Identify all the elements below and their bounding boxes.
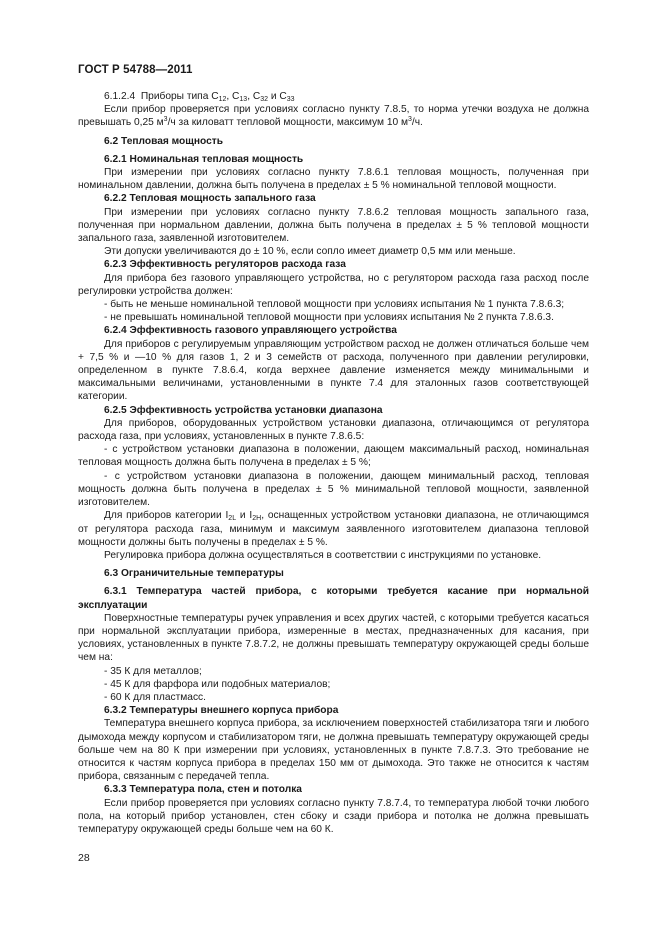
list-item: - 60 К для пластмасс. (104, 691, 206, 703)
superscript: 3 (408, 116, 412, 124)
clause-6-1-2-4-title (78, 90, 589, 103)
superscript: 3 (163, 116, 168, 124)
paragraph: Температура внешнего корпуса прибора, за исключением поверхностей стабилизатора тяги и любого дымохода между корпусом и стабилизатором тяги, не должна превышать температуру окружающей среды больше чем на 80 К при измерении при условиях, установленных в пункте 7.8.7.3. Это требование не относится к частям корпуса прибора в пределах 150 мм от дымохода. Это также не относится к частям прибора, связанным с передачей тепла. (78, 718, 589, 783)
subsection-heading-6-2-2: 6.2.2 Тепловая мощность запального газа (104, 193, 316, 205)
clause-number: 6.1.2.4 (104, 91, 136, 102)
text: Для приборов категории I (104, 510, 229, 522)
subsection-heading-6-2-5: 6.2.5 Эффективность устройства установки диапазона (104, 404, 383, 416)
subscript: 32 (260, 96, 269, 103)
subscript: 33 (286, 96, 295, 103)
text: и I (236, 510, 253, 522)
text: , оснащенных устройством установки диапазона, не отличающимся от регулятора расхода газа, минимум и максимум заявленного изготовителем диапазона тепловой мощности должны быть получены в пределах ± 5 %. (78, 510, 590, 548)
list-item: - 35 К для металлов; (104, 665, 202, 677)
paragraph (78, 509, 589, 549)
clause-title: Приборы типа С (140, 91, 219, 102)
subsection-heading-6-2-3: 6.2.3 Эффективность регуляторов расхода газа (104, 259, 346, 271)
separator: , С (226, 91, 240, 102)
subsection-heading-6-3-2: 6.3.2 Температуры внешнего корпуса прибора (104, 705, 339, 717)
document-header: ГОСТ Р 54788—2011 (78, 64, 193, 76)
separator: и С (268, 91, 287, 102)
paragraph: Эти допуски увеличиваются до ± 10 %, если сопло имеет диаметр 0,5 мм или меньше. (104, 246, 516, 258)
page-body (78, 90, 589, 836)
list-item: - 45 К для фарфора или подобных материалов; (104, 678, 331, 690)
list-item: - с устройством установки диапазона в положении, дающем максимальный расход, номинальная тепловая мощность должна быть получена в пределах ± 5 %; (78, 444, 589, 469)
text: Если прибор проверяется при условиях согласно пункту 7.8.5, то норма утечки воздуха не должна превышать 0,25 м (78, 104, 589, 129)
list-item: - с устройством установки диапазона в положении, дающем минимальный расход, тепловая мощность должна быть получена в пределах ± 5 % минимальной тепловой мощности, заявленной изготовителем. (78, 470, 589, 509)
section-heading-6-2: 6.2 Тепловая мощность (104, 135, 224, 147)
subsection-heading-6-2-1: 6.2.1 Номинальная тепловая мощность (104, 153, 304, 165)
subscript: 2H (252, 515, 262, 523)
paragraph: Регулировка прибора должна осуществляться в соответствии с инструкциями по установке. (104, 549, 542, 561)
text: /ч. (411, 117, 423, 129)
paragraph: Поверхностные температуры ручек управления и всех других частей, с которыми требуется касаться при нормальной эксплуатации прибора, измеренные в местах, предназначенных для касания, при условиях, установленных в пункте 7.8.7.2, не должны превышать температуру окружающей среды больше чем на: (78, 612, 589, 664)
subscript: 13 (239, 96, 248, 103)
subscript: 2L (228, 515, 237, 523)
paragraph (78, 103, 589, 129)
list-item: - не превышать номинальной тепловой мощности при условиях испытания № 2 пункта 7.8.6.3. (104, 312, 554, 324)
paragraph: Для прибора без газового управляющего устройства, но с регулятором расхода газа расход после регулировки устройства должен: (78, 272, 589, 297)
subsection-heading-6-2-4: 6.2.4 Эффективность газового управляющего устройства (104, 325, 397, 337)
separator: , С (247, 91, 261, 102)
paragraph: Если прибор проверяется при условиях согласно пункту 7.8.7.4, то температура любой точки любого пола, на который прибор установлен, стен сбоку и сзади прибора и потолка не должна превышать температуру окружающей среды больше чем на 60 К. (78, 797, 589, 835)
subsection-heading-6-3-1: 6.3.1 Температура частей прибора, с которыми требуется касание при нормальной эксплуатации (78, 586, 589, 611)
subsection-heading-6-3-3: 6.3.3 Температура пола, стен и потолка (104, 784, 302, 796)
paragraph: При измерении при условиях согласно пункту 7.8.6.2 тепловая мощность запального газа, полученная при нормальном давлении, должна быть получена в пределах ± 5 % тепловой мощности запального газа, заявленной изготовителем. (78, 206, 589, 245)
text: /ч за киловатт тепловой мощности, максимум 10 м (167, 117, 409, 129)
list-item: - быть не меньше номинальной тепловой мощности при условиях испытания № 1 пункта 7.8.6.3; (104, 299, 565, 311)
section-heading-6-3: 6.3 Ограничительные температуры (104, 568, 284, 580)
subscript: 12 (218, 96, 227, 103)
paragraph: Для приборов, оборудованных устройством установки диапазона, отличающимся от регулятора расхода газа, при условиях, установленных в пункте 7.8.6.5: (78, 417, 589, 443)
paragraph: При измерении при условиях согласно пункту 7.8.6.1 тепловая мощность, полученная при номинальном давлении, должна быть получена в пределах ± 5 % номинальной тепловой мощности. (78, 167, 589, 192)
page-number: 28 (78, 852, 90, 864)
paragraph: Для приборов с регулируемым управляющим устройством расход не должен отличаться больше чем + 7,5 % и —10 % для газов 1, 2 и 3 семейств от расхода, полученного при давлении регулировки, определенном в пункте 7.8.6.4, когда верхнее давление изменяется между минимальными и максимальными величинами, установленными в пункте 7.4 для эталонных газов соответствующей категории. (78, 338, 589, 403)
